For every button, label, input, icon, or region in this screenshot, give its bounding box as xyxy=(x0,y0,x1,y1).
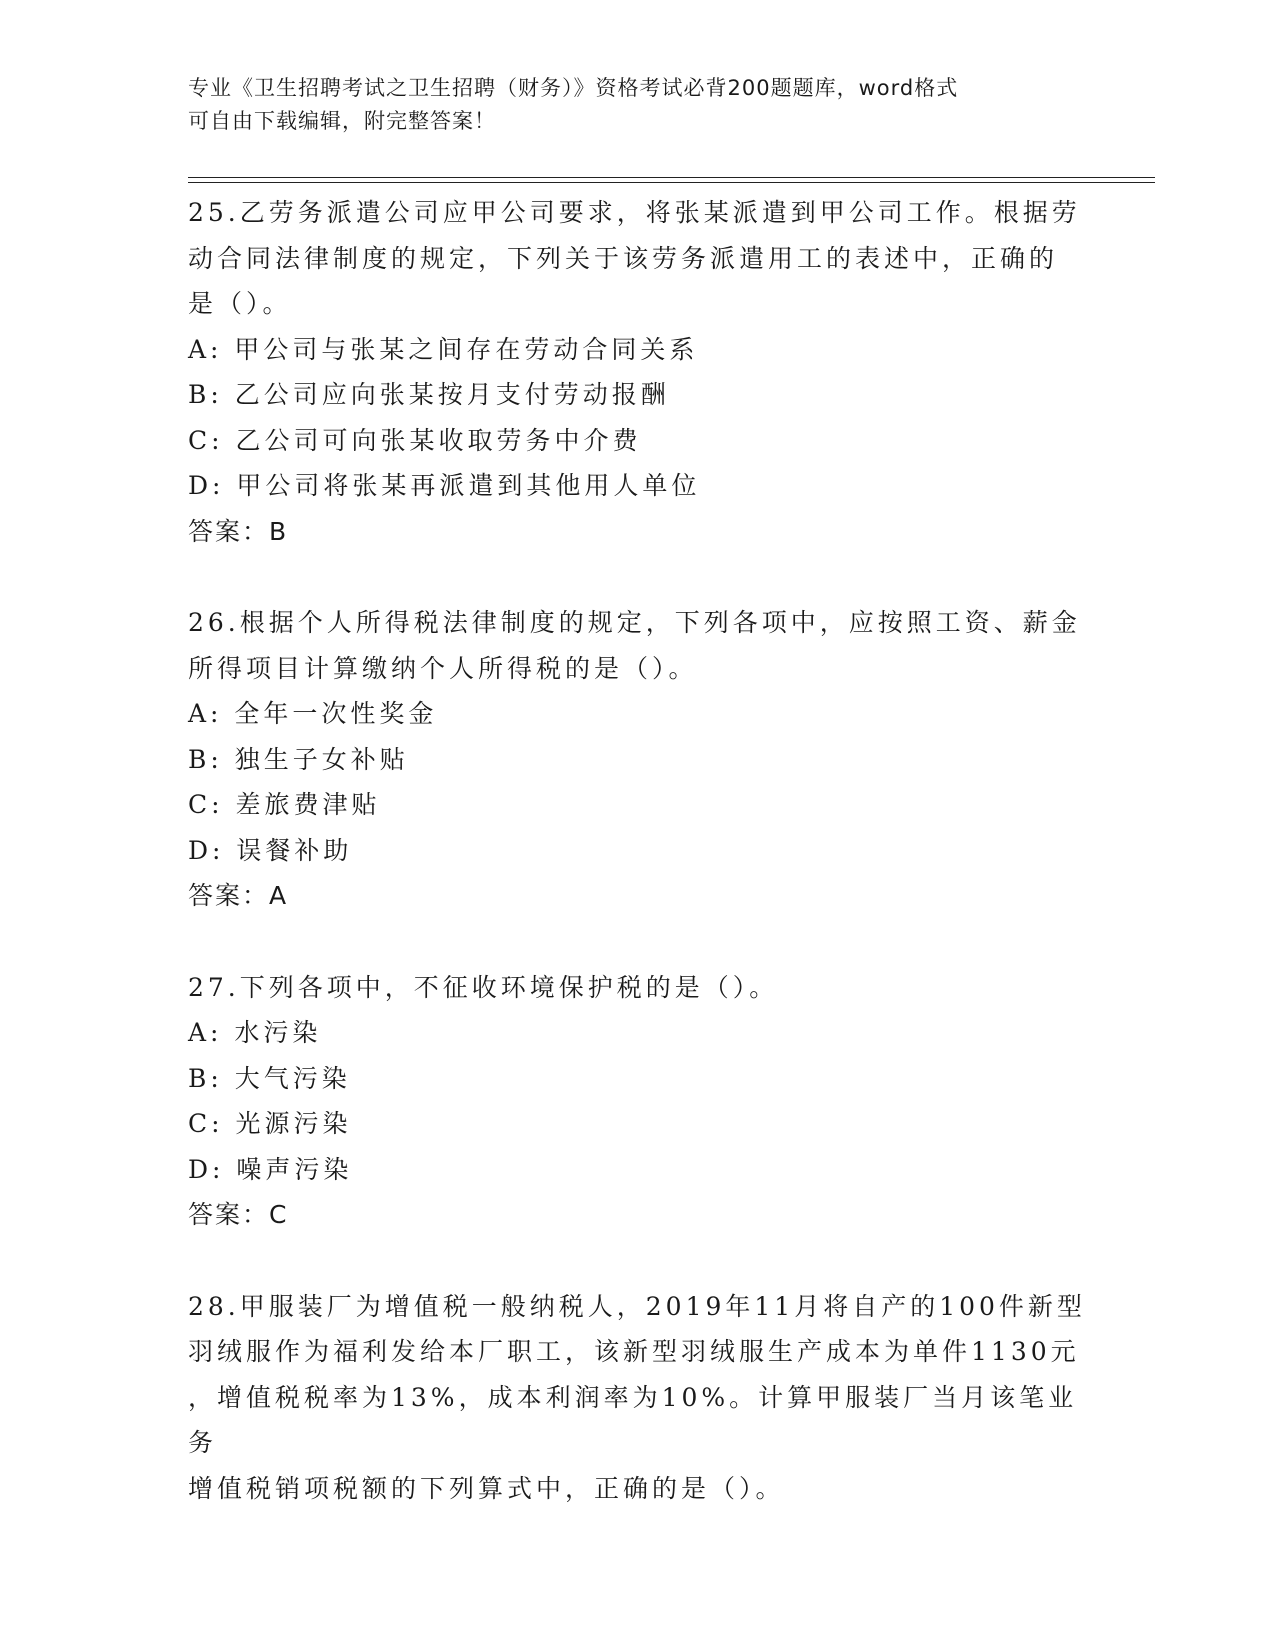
document-header xyxy=(188,72,1088,138)
option-c: C: 乙公司可向张某收取劳务中介费 xyxy=(188,425,642,455)
option-b: B: 大气污染 xyxy=(188,1063,351,1093)
question-text-line: 25.乙劳务派遣公司应甲公司要求，将张某派遣到甲公司工作。根据劳 xyxy=(188,198,1081,227)
option-c: C: 光源污染 xyxy=(188,1109,352,1138)
option-a: A: 水污染 xyxy=(188,1018,322,1047)
answer-line: 答案：C xyxy=(188,1200,289,1229)
question-list xyxy=(188,190,1088,1511)
option-c: C: 差旅费津贴 xyxy=(188,790,381,819)
question-28 xyxy=(188,1284,1088,1512)
question-text-line: 所得项目计算缴纳个人所得税的是（）。 xyxy=(188,653,698,683)
question-text-line: 26.根据个人所得税法律制度的规定，下列各项中，应按照工资、薪金 xyxy=(188,608,1081,637)
question-text-line: 羽绒服作为福利发给本厂职工，该新型羽绒服生产成本为单件1130元 xyxy=(188,1337,1080,1366)
answer-line: 答案：A xyxy=(188,881,289,910)
question-text-line: 28.甲服装厂为增值税一般纳税人，2019年11月将自产的100件新型 xyxy=(188,1291,1086,1321)
question-25 xyxy=(188,190,1088,554)
answer-line: 答案：B xyxy=(188,516,289,546)
question-text-line: 增值税销项税额的下列算式中，正确的是（）。 xyxy=(188,1473,785,1503)
question-text-line: 是（）。 xyxy=(188,289,292,318)
question-text-line: 27.下列各项中，不征收环境保护税的是（）。 xyxy=(188,972,779,1002)
question-27 xyxy=(188,965,1088,1238)
option-a: A: 甲公司与张某之间存在劳动合同关系 xyxy=(188,334,699,364)
option-d: D: 甲公司将张某再派遣到其他用人单位 xyxy=(188,471,701,500)
header-rule-top xyxy=(188,177,1155,178)
question-text-line: ，增值税税率为13%，成本利润率为10%。计算甲服装厂当月该笔业务 xyxy=(188,1382,1078,1457)
option-a: A: 全年一次性奖金 xyxy=(188,699,438,728)
option-d: D: 噪声污染 xyxy=(188,1154,353,1184)
option-b: B: 独生子女补贴 xyxy=(188,744,409,774)
question-26 xyxy=(188,600,1088,919)
question-text-line: 动合同法律制度的规定，下列关于该劳务派遣用工的表述中，正确的 xyxy=(188,243,1059,273)
option-b: B: 乙公司应向张某按月支付劳动报酬 xyxy=(188,380,670,409)
header-rule-bottom xyxy=(188,182,1155,183)
option-d: D: 误餐补助 xyxy=(188,835,353,865)
header-line-1: 专业《卫生招聘考试之卫生招聘（财务）》资格考试必背200题题库，word格式 xyxy=(188,76,959,100)
header-line-2: 可自由下载编辑，附完整答案！ xyxy=(188,109,496,133)
